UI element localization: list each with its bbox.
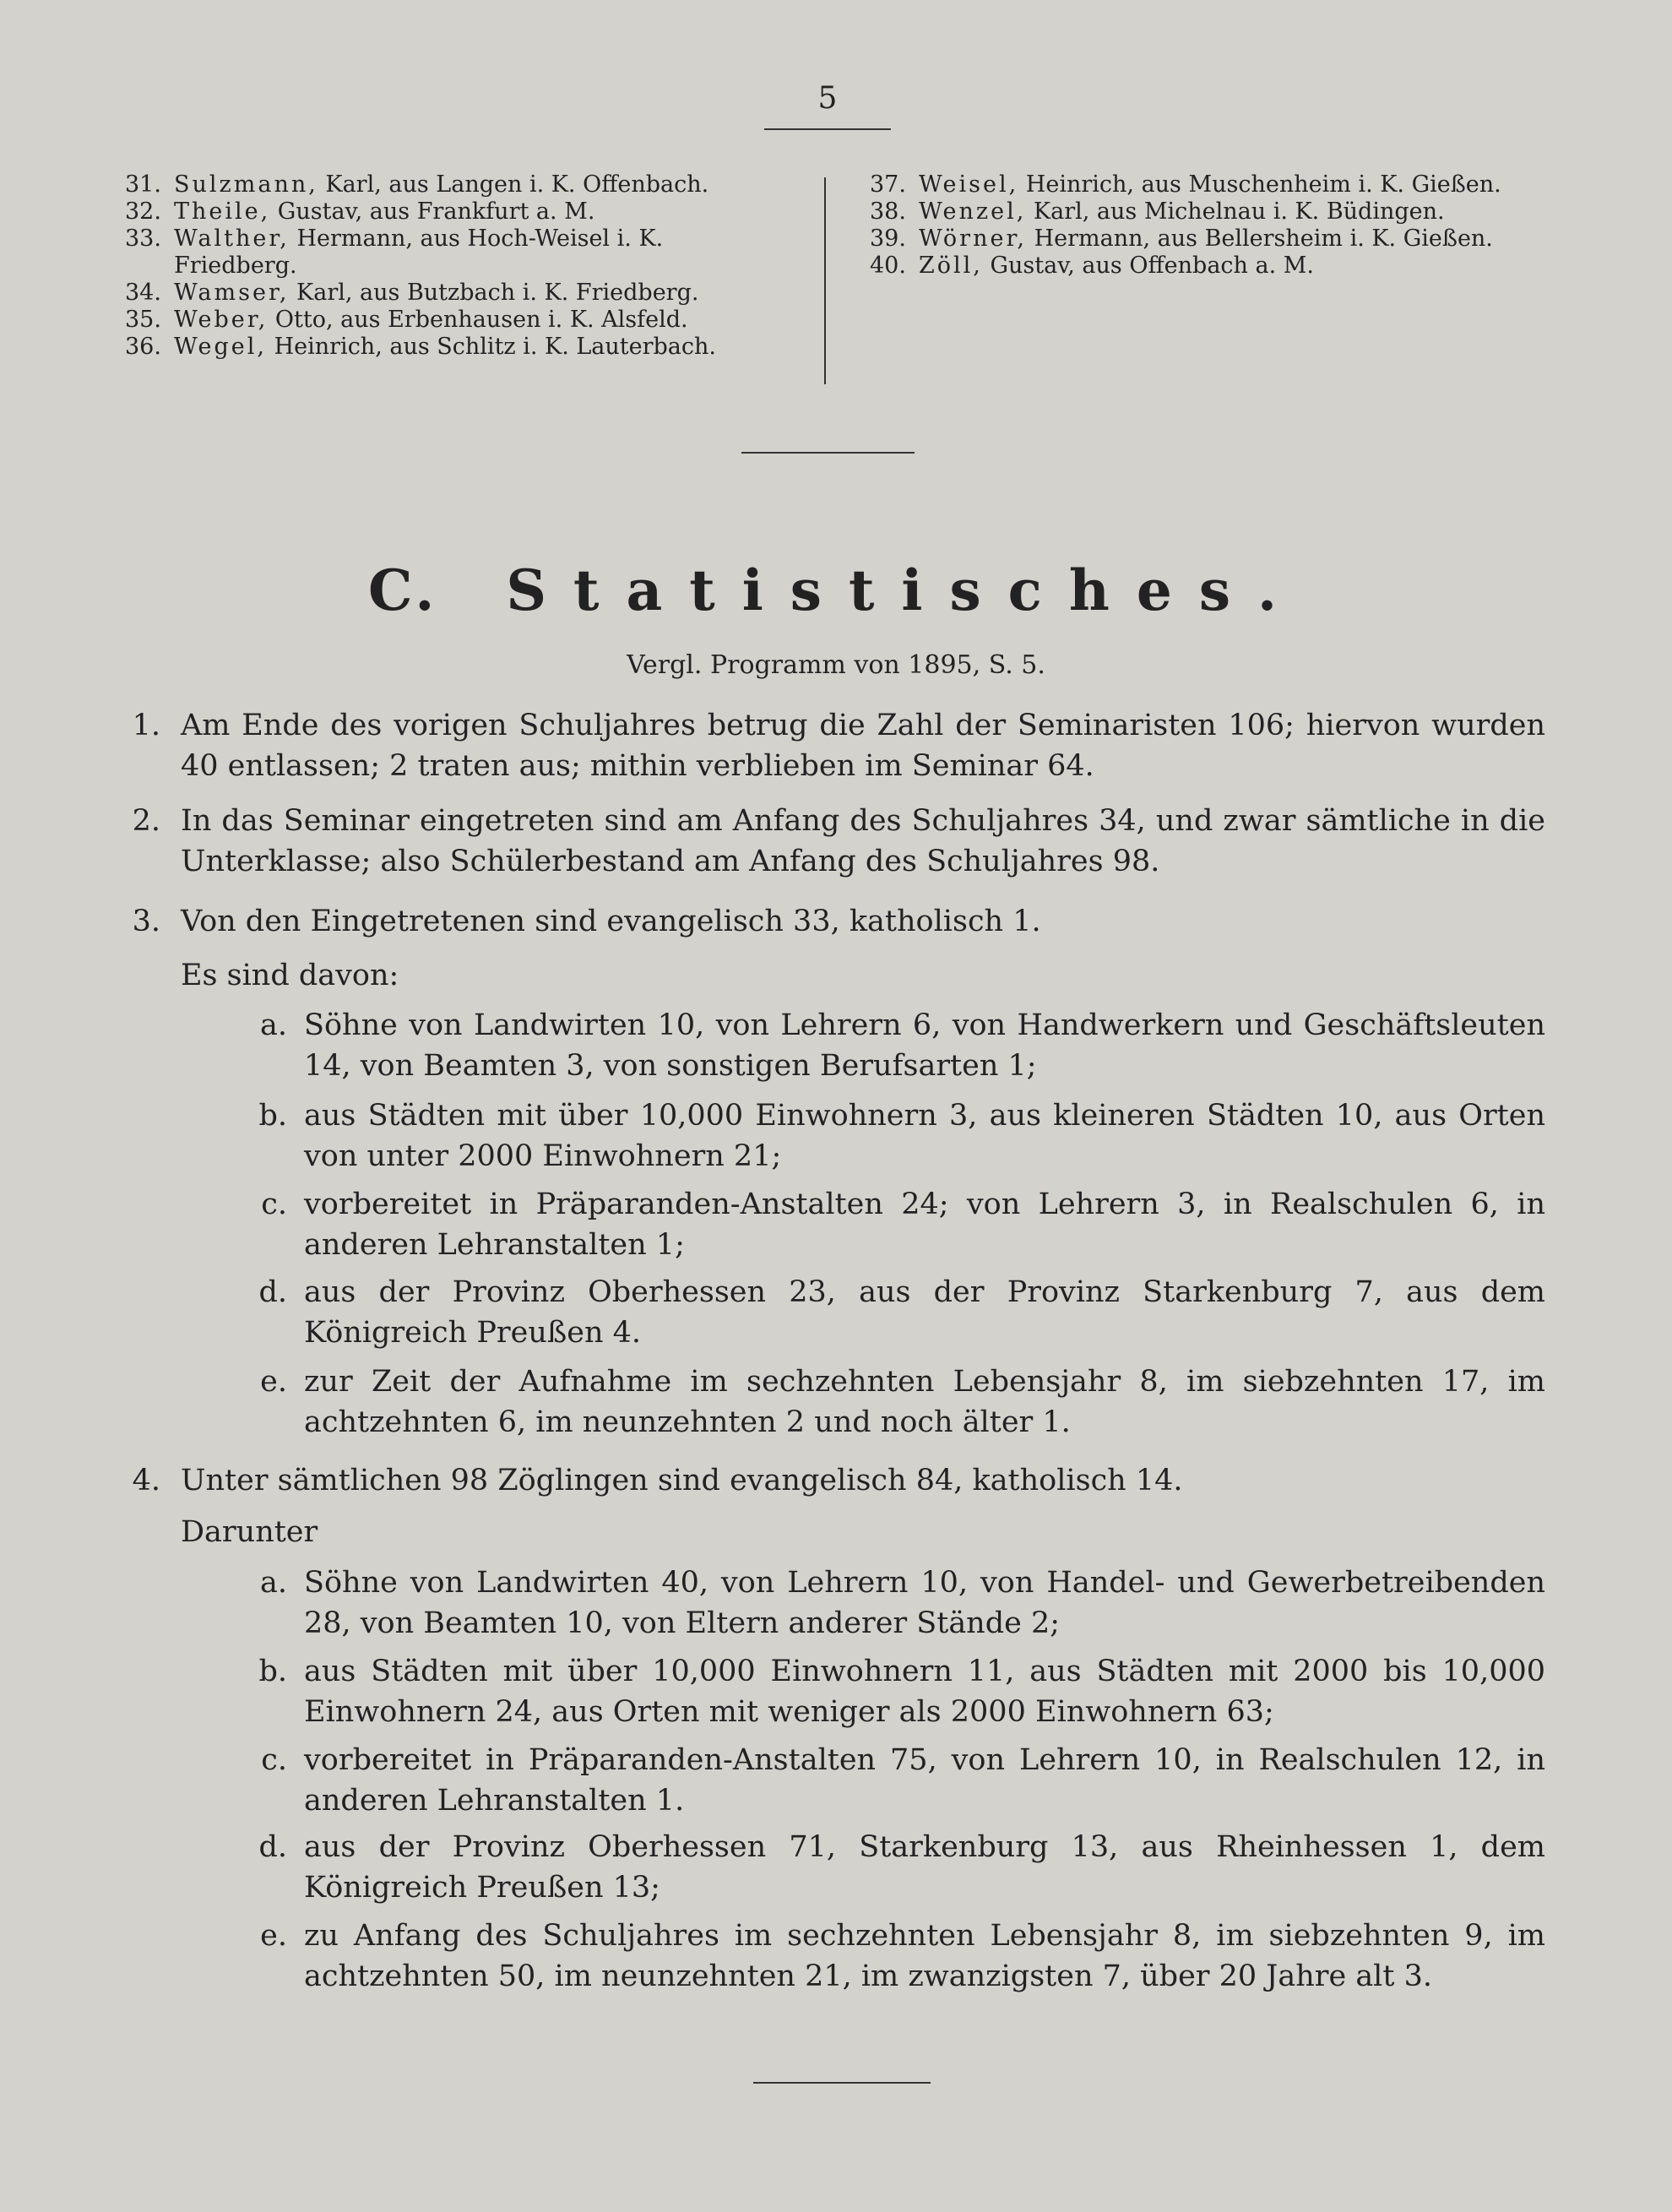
section-heading	[0, 557, 1672, 623]
section-rule	[741, 452, 915, 454]
names-list-left	[125, 171, 792, 361]
list-item: 36. Wegel, Heinrich, aus Schlitz i. K. Lauterbach.	[125, 334, 716, 360]
list-item: 34. Wamser, Karl, aus Butzbach i. K. Friedberg.	[125, 280, 699, 306]
item-3-sub-a: a. Söhne von Landwirten 10, von Lehrern 6, von Handwerkern und Geschäftsleuten 14, von Beamten 3, von sonstigen Berufsarten 1;	[260, 1008, 1545, 1083]
item-4-sub-d: d. aus der Provinz Oberhessen 71, Starkenburg 13, aus Rheinhessen 1, dem Königreich Preußen 13;	[258, 1830, 1545, 1905]
item-4-sub-b: b. aus Städten mit über 10,000 Einwohnern 11, aus Städten mit 2000 bis 10,000 Einwohnern 24, aus Orten mit weniger als 2000 Einwohnern 63;	[258, 1655, 1545, 1729]
item-3-sub-c: c. vorbereitet in Präparanden-Anstalten 24; von Lehrern 3, in Realschulen 6, in anderen Lehranstalten 1;	[261, 1188, 1545, 1262]
names-list-right	[870, 171, 1541, 280]
list-item: 39. Wörner, Hermann, aus Bellersheim i. K. Gießen.	[870, 226, 1493, 252]
page-number: 5	[817, 81, 838, 116]
header-rule	[764, 128, 891, 130]
footer-rule	[753, 2082, 931, 2084]
statistic-item-3: 3. Von den Eingetretenen sind evangelisch 33, katholisch 1.	[132, 905, 1041, 938]
list-item: 31. Sulzmann, Karl, aus Langen i. K. Offenbach.	[125, 171, 709, 198]
list-item: 37. Weisel, Heinrich, aus Muschenheim i. K. Gießen.	[870, 171, 1501, 198]
item-3-lead: Es sind davon:	[181, 959, 399, 992]
list-item: 35. Weber, Otto, aus Erbenhausen i. K. Alsfeld.	[125, 307, 688, 333]
section-title: Statistisches.	[506, 557, 1304, 623]
section-reference: Vergl. Programm von 1895, S. 5.	[627, 650, 1045, 680]
column-divider	[824, 177, 826, 384]
statistic-item-1: 1. Am Ende des vorigen Schuljahres betrug die Zahl der Seminaristen 106; hiervon wurden 40 entlassen; 2 traten aus; mithin verblieben im Seminar 64.	[132, 709, 1545, 783]
item-3-sub-e: e. zur Zeit der Aufnahme im sechzehnten Lebensjahr 8, im siebzehnten 17, im achtzehnten 6, im neunzehnten 2 und noch älter 1.	[260, 1365, 1545, 1439]
list-item: 32. Theile, Gustav, aus Frankfurt a. M.	[125, 198, 595, 225]
list-item: 40. Zöll, Gustav, aus Offenbach a. M.	[870, 253, 1315, 279]
item-3-sub-d: d. aus der Provinz Oberhessen 23, aus der Provinz Starkenburg 7, aus dem Königreich Preußen 4.	[258, 1275, 1545, 1350]
item-4-sub-a: a. Söhne von Landwirten 40, von Lehrern 10, von Handel- und Gewerbetreibenden 28, von Beamten 10, von Eltern anderer Stände 2;	[260, 1566, 1545, 1640]
section-letter: C.	[368, 557, 438, 623]
statistic-item-4: 4. Unter sämtlichen 98 Zöglingen sind evangelisch 84, katholisch 14.	[132, 1464, 1183, 1497]
item-4-sub-c: c. vorbereitet in Präparanden-Anstalten 75, von Lehrern 10, in Realschulen 12, in anderen Lehranstalten 1.	[261, 1743, 1545, 1818]
item-4-sub-e: e. zu Anfang des Schuljahres im sechzehnten Lebensjahr 8, im siebzehnten 9, im achtzehnten 50, im neunzehnten 21, im zwanzigsten 7, über 20 Jahre alt 3.	[260, 1919, 1545, 1993]
item-3-sub-b: b. aus Städten mit über 10,000 Einwohnern 3, aus kleineren Städten 10, aus Orten von unter 2000 Einwohnern 21;	[258, 1099, 1545, 1173]
statistic-item-2: 2. In das Seminar eingetreten sind am Anfang des Schuljahres 34, und zwar sämtliche in die Unterklasse; also Schülerbestand am Anfang des Schuljahres 98.	[132, 804, 1545, 878]
item-4-lead: Darunter	[181, 1515, 318, 1549]
list-item: 38. Wenzel, Karl, aus Michelnau i. K. Büdingen.	[870, 198, 1445, 225]
list-item: 33. Walther, Hermann, aus Hoch-Weisel i. K. Friedberg.	[125, 226, 664, 279]
